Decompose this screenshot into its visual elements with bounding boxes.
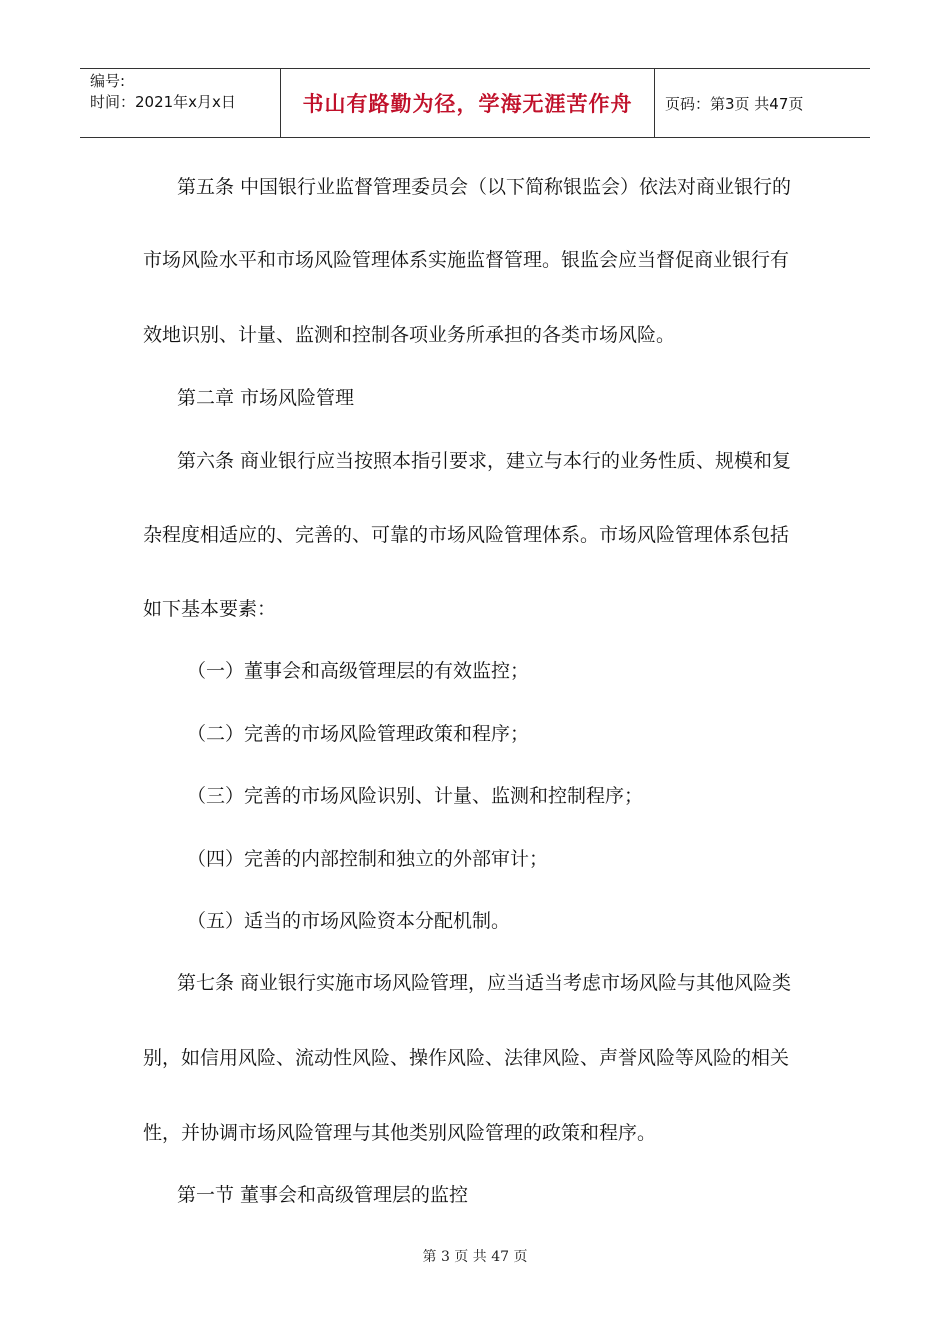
list-item-3: （三）完善的市场风险识别、计量、监测和控制程序； bbox=[187, 785, 644, 807]
list-item-5: （五）适当的市场风险资本分配机制。 bbox=[187, 910, 511, 932]
article-6-line-1: 第六条 商业银行应当按照本指引要求，建立与本行的业务性质、规模和复 bbox=[177, 450, 792, 472]
header-meta bbox=[80, 69, 281, 137]
page-header bbox=[80, 68, 870, 138]
article-5-line-3: 效地识别、计量、监测和控制各项业务所承担的各类市场风险。 bbox=[143, 324, 676, 346]
list-item-4: （四）完善的内部控制和独立的外部审计； bbox=[187, 848, 549, 870]
article-5-line-1: 第五条 中国银行业监督管理委员会（以下简称银监会）依法对商业银行的 bbox=[177, 176, 792, 198]
header-motto: 书山有路勤为径，学海无涯苦作舟 bbox=[281, 69, 655, 137]
serial-label: 编号: bbox=[90, 72, 126, 90]
list-item-2: （二）完善的市场风险管理政策和程序； bbox=[187, 723, 530, 745]
list-item-1: （一）董事会和高级管理层的有效监控； bbox=[187, 660, 530, 682]
article-7-line-1: 第七条 商业银行实施市场风险管理，应当适当考虑市场风险与其他风险类 bbox=[177, 972, 792, 994]
section-1-heading: 第一节 董事会和高级管理层的监控 bbox=[177, 1184, 469, 1206]
chapter-2-heading: 第二章 市场风险管理 bbox=[177, 387, 355, 409]
page-footer: 第 3 页 共 47 页 bbox=[422, 1249, 528, 1265]
header-page-info: 页码：第3页 共47页 bbox=[665, 94, 804, 113]
article-7-line-2: 别，如信用风险、流动性风险、操作风险、法律风险、声誉风险等风险的相关 bbox=[143, 1047, 790, 1069]
article-6-line-2: 杂程度相适应的、完善的、可靠的市场风险管理体系。市场风险管理体系包括 bbox=[143, 524, 790, 546]
date-line: 时间：2021年x月x日 bbox=[90, 93, 236, 111]
article-6-line-3: 如下基本要素： bbox=[143, 598, 277, 620]
article-7-line-3: 性，并协调市场风险管理与其他类别风险管理的政策和程序。 bbox=[143, 1122, 657, 1144]
article-5-line-2: 市场风险水平和市场风险管理体系实施监督管理。银监会应当督促商业银行有 bbox=[143, 249, 790, 271]
